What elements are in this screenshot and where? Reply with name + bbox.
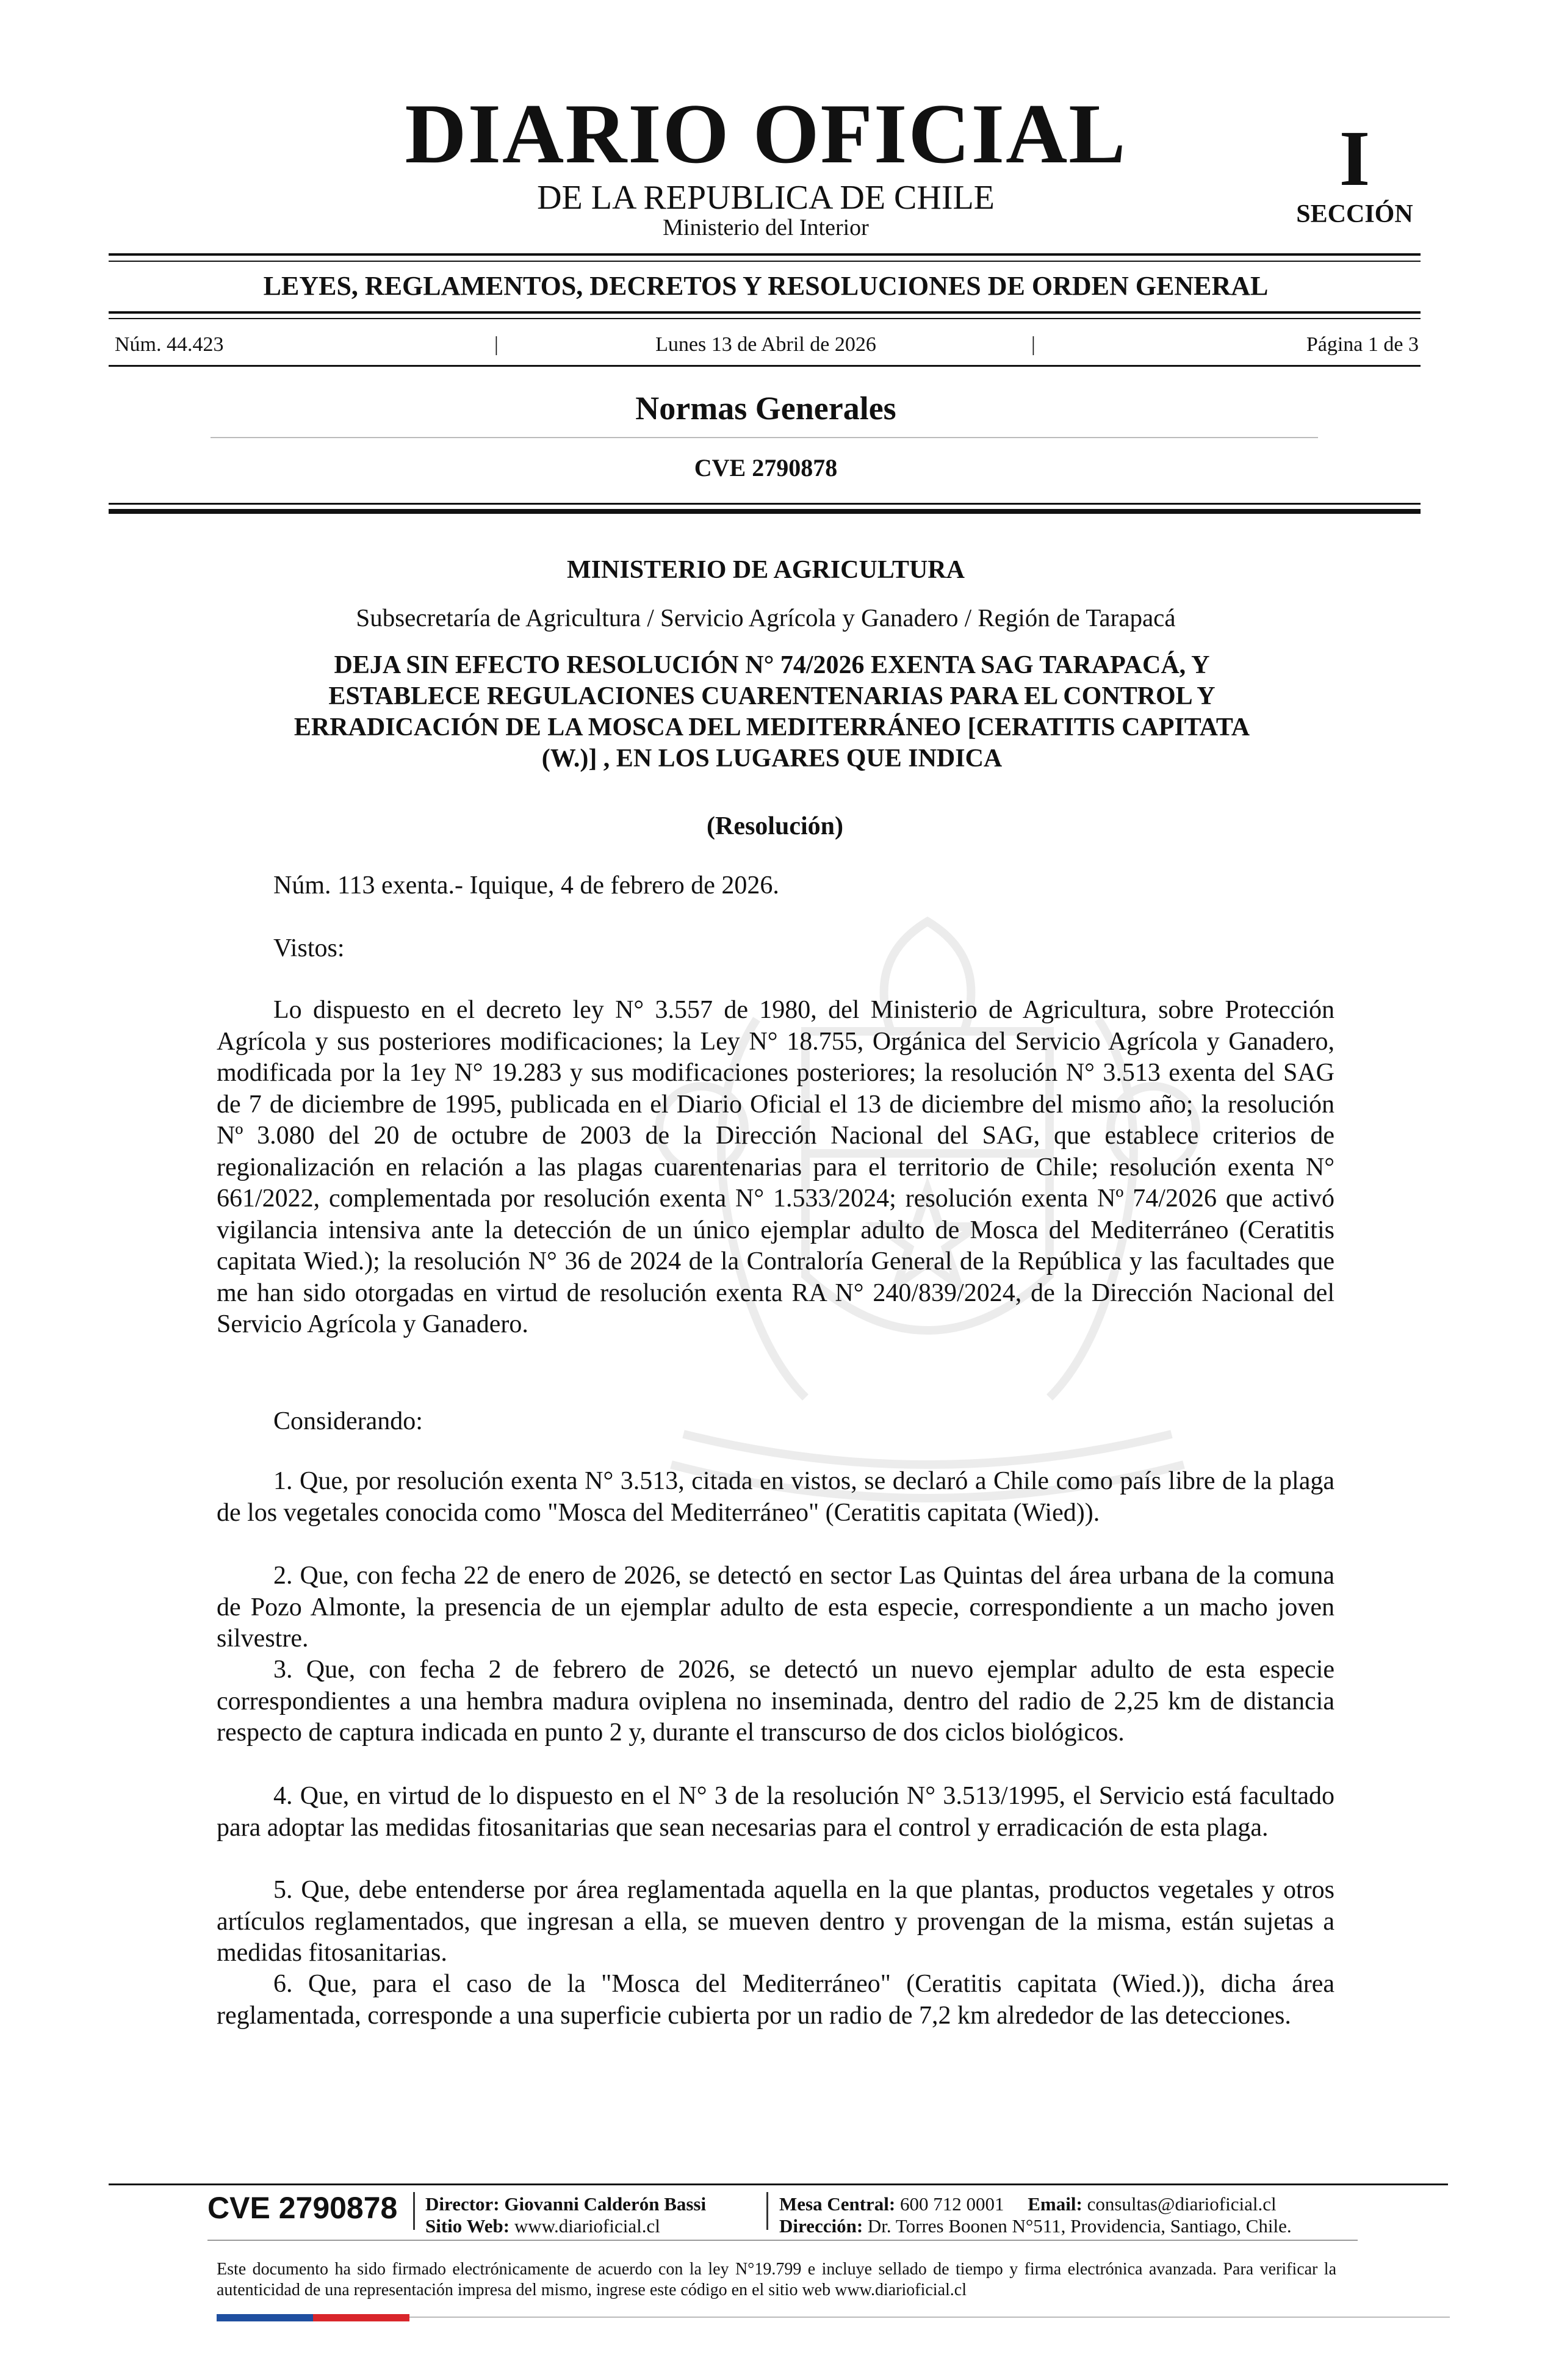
masthead-rule bbox=[109, 261, 1421, 262]
site-label: Sitio Web: bbox=[425, 2215, 510, 2237]
flag-stripe-blue bbox=[217, 2314, 313, 2321]
director-name: Giovanni Calderón Bassi bbox=[504, 2193, 707, 2215]
considerando-item: 3. Que, con fecha 2 de febrero de 2026, se detectó un nuevo ejemplar adulto de esta especie correspondientes a una hembra madura oviplena no inseminada, dentro del radio de 2,25 km de distancia respecto de captura indicada en punto 2 y, durante el transcurso de dos ciclos biológicos. bbox=[217, 1656, 1334, 1747]
footer-rule bbox=[109, 2183, 1448, 2185]
footer-disclaimer: Este documento ha sido firmado electrónicamente de acuerdo con la ley N°19.799 e incluye sellado de tiempo y firma electrónica avanzada. Para verificar la autenticidad de una representación impresa del mismo, ingrese este código en el sitio web www.diarioficial.cl bbox=[217, 2260, 1336, 2299]
masthead-ministry: Ministerio del Interior bbox=[663, 215, 869, 240]
footer-contact-block bbox=[779, 2193, 1292, 2237]
issue-number: Núm. 44.423 bbox=[115, 333, 224, 356]
footer-rule bbox=[409, 2317, 1450, 2318]
section-heading: Normas Generales bbox=[635, 390, 896, 427]
category-heading: LEYES, REGLAMENTOS, DECRETOS Y RESOLUCIONES DE ORDEN GENERAL bbox=[263, 271, 1269, 301]
considerando-item: 6. Que, para el caso de la "Mosca del Mediterráneo" (Ceratitis capitata (Wied.)), dicha área reglamentada, corresponde a una superficie cubierta por un radio de 7,2 km alrededor de las detecciones. bbox=[217, 1970, 1334, 2030]
page-indicator: Página 1 de 3 bbox=[1306, 333, 1419, 356]
vistos-label: Vistos: bbox=[273, 934, 345, 962]
cve-rule bbox=[109, 503, 1421, 505]
mesa-phone: 600 712 0001 bbox=[900, 2193, 1004, 2215]
issue-date: Lunes 13 de Abril de 2026 bbox=[655, 333, 876, 356]
footer-cve-code: CVE 2790878 bbox=[207, 2191, 398, 2225]
category-rule bbox=[109, 311, 1421, 314]
email-label: Email: bbox=[1028, 2193, 1082, 2215]
considerando-item: 1. Que, por resolución exenta N° 3.513, citada en vistos, se declaró a Chile como país libre de la plaga de los vegetales conocida como "Mosca del Mediterráneo" (Ceratitis capitata (Wied)). bbox=[217, 1467, 1334, 1527]
masthead-subtitle: DE LA REPUBLICA DE CHILE bbox=[537, 179, 995, 217]
masthead-rule bbox=[109, 253, 1421, 256]
mesa-label: Mesa Central: bbox=[779, 2193, 896, 2215]
footer-director-block bbox=[425, 2193, 706, 2237]
resolution-type: (Resolución) bbox=[707, 812, 843, 840]
address-label: Dirección: bbox=[779, 2215, 863, 2237]
section-numeral: I bbox=[1339, 115, 1371, 203]
flag-stripe-red bbox=[313, 2314, 409, 2321]
info-separator: | bbox=[494, 333, 499, 356]
ministry-heading: MINISTERIO DE AGRICULTURA bbox=[567, 556, 965, 584]
info-separator: | bbox=[1031, 333, 1036, 356]
footer-divider bbox=[413, 2192, 415, 2230]
section-label: SECCIÓN bbox=[1296, 200, 1413, 228]
footer-divider bbox=[766, 2192, 768, 2230]
director-label: Director: bbox=[425, 2193, 500, 2215]
masthead-title: DIARIO OFICIAL bbox=[405, 87, 1127, 181]
resolution-number: Núm. 113 exenta.- Iquique, 4 de febrero de 2026. bbox=[273, 871, 779, 900]
footer-rule bbox=[207, 2240, 1358, 2241]
section-rule bbox=[211, 437, 1318, 438]
considerando-item: 2. Que, con fecha 22 de enero de 2026, se detectó en sector Las Quintas del área urbana de la comuna de Pozo Almonte, la presencia de un ejemplar adulto de esta especie, correspondiente a un macho joven silvestre. bbox=[217, 1562, 1334, 1653]
cve-code: CVE 2790878 bbox=[694, 454, 838, 481]
address-text: Dr. Torres Boonen N°511, Providencia, Santiago, Chile. bbox=[867, 2215, 1292, 2237]
considerando-item: 4. Que, en virtud de lo dispuesto en el N° 3 de la resolución N° 3.513/1995, el Servicio está facultado para adoptar las medidas fitosanitarias que sean necesarias para el control y erradicación de esta plaga. bbox=[217, 1782, 1334, 1842]
considerando-label: Considerando: bbox=[273, 1407, 423, 1435]
vistos-paragraph: Lo dispuesto en el decreto ley N° 3.557 de 1980, del Ministerio de Agricultura, sobre Protección Agrícola y sus posteriores modificaciones; la Ley N° 18.755, Orgánica del Servicio Agrícola y Ganadero, modificada por la 1ey N° 19.283 y sus modificaciones posteriores; la resolución N° 3.513 exenta del SAG de 7 de diciembre de 1995, publicada en el Diario Oficial el 13 de diciembre del mismo año; la resolución Nº 3.080 del 20 de octubre de 2003 de la Dirección Nacional del SAG, que establece criterios de regionalización en relación a las plagas cuarentenarias para el territorio de Chile; resolución exenta N° 661/2022, complementada por resolución exenta N° 1.533/2024; resolución exenta Nº 74/2026 que activó vigilancia intensiva ante la detección de un único ejemplar adulto de Mosca del Mediterráneo (Ceratitis capitata Wied.); la resolución N° 36 de 2024 de la Contraloría General de la República y las facultades que me han sido otorgadas en virtud de resolución exenta RA N° 240/839/2024, de la Dirección Nacional del Servicio Agrícola y Ganadero. bbox=[217, 996, 1334, 1338]
category-rule bbox=[109, 318, 1421, 319]
cve-rule bbox=[109, 509, 1421, 514]
subsecretaria-line: Subsecretaría de Agricultura / Servicio Agrícola y Ganadero / Región de Tarapacá bbox=[356, 604, 1176, 632]
resolution-title: DEJA SIN EFECTO RESOLUCIÓN N° 74/2026 EXENTA SAG TARAPACÁ, Y ESTABLECE REGULACIONES CUARENTENARIAS PARA EL CONTROL Y ERRADICACIÓN DE LA MOSCA DEL MEDITERRÁNEO [CERATITIS CAPITATA (W.)] , EN LOS LUGARES QUE INDICA bbox=[294, 651, 1250, 773]
site-link[interactable]: www.diarioficial.cl bbox=[514, 2215, 660, 2237]
email-link[interactable]: consultas@diarioficial.cl bbox=[1087, 2193, 1277, 2215]
info-rule bbox=[109, 365, 1421, 367]
considerando-item: 5. Que, debe entenderse por área reglamentada aquella en la que plantas, productos vegetales y otros artículos reglamentados, que ingresan a ella, se mueven dentro y provengan de la misma, están sujetas a medidas fitosanitarias. bbox=[217, 1876, 1334, 1967]
